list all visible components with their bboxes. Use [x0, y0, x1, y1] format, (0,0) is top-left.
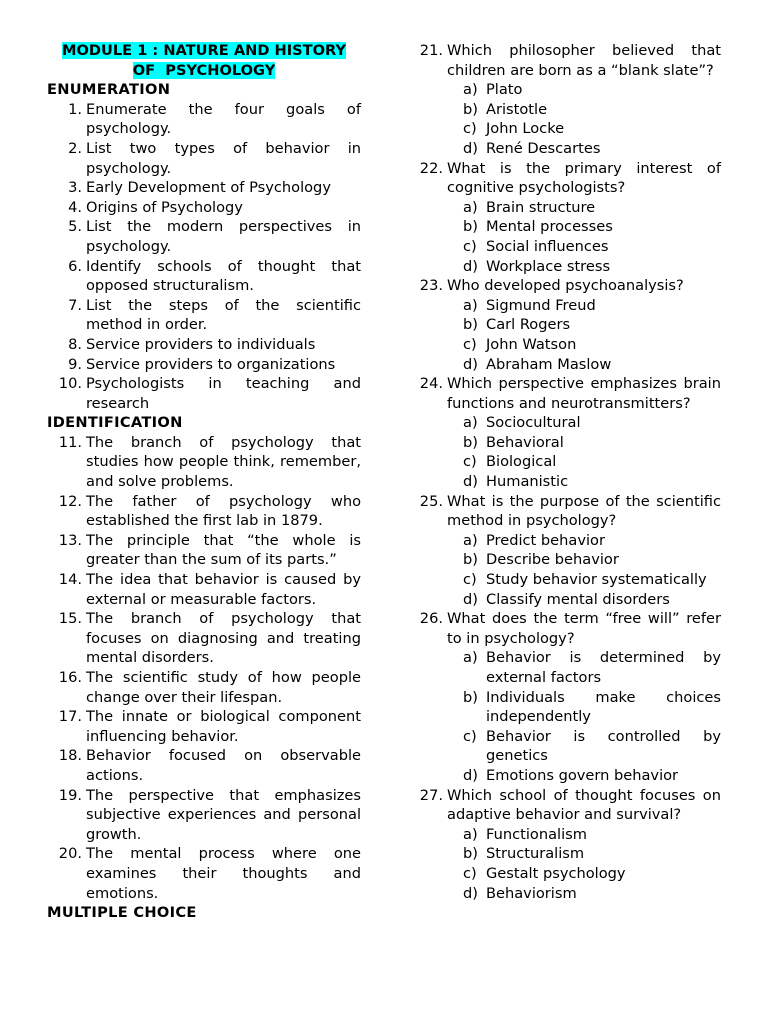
option-item: [463, 257, 721, 277]
question-row: [407, 609, 721, 648]
list-item: [47, 257, 361, 296]
item-number: 10.: [58, 375, 82, 393]
list-item: [47, 433, 361, 492]
question-row: [407, 41, 721, 80]
question-number: 23.: [419, 277, 443, 295]
item-text: The perspective that emphasizes subjective experiences and personal growth.: [86, 786, 361, 843]
item-text: The scientific study of how people change over their lifespan.: [86, 669, 361, 706]
option-item: [463, 413, 721, 433]
option-item: [463, 452, 721, 472]
option-letter: d): [463, 355, 478, 373]
option-text: Workplace stress: [486, 257, 611, 275]
item-number: 1.: [68, 100, 82, 118]
item-text: The father of psychology who established the first lab in 1879.: [86, 492, 361, 530]
option-letter: d): [463, 766, 478, 784]
question-number: 22.: [419, 159, 443, 177]
title-line-1: MODULE 1 : NATURE AND HISTORY: [61, 42, 347, 59]
option-text: Functionalism: [486, 825, 587, 843]
options-list: [407, 531, 721, 609]
option-item: [463, 315, 721, 335]
option-item: [463, 570, 721, 590]
options-list: [407, 80, 721, 158]
option-text: Behavioral: [486, 433, 564, 451]
option-item: [463, 237, 721, 257]
option-item: [463, 590, 721, 610]
option-text: Sigmund Freud: [486, 296, 596, 314]
option-text: Behavior is controlled by genetics: [486, 727, 721, 765]
option-letter: b): [463, 551, 478, 569]
list-item: [47, 570, 361, 609]
option-item: [463, 472, 721, 492]
option-letter: d): [463, 257, 478, 275]
option-text: Classify mental disorders: [486, 590, 670, 608]
item-number: 2.: [68, 139, 82, 157]
item-text: Service providers to individuals: [86, 335, 316, 353]
question-text: Which school of thought focuses on adaptive behavior and survival?: [447, 786, 721, 824]
item-number: 9.: [68, 355, 82, 373]
option-text: Study behavior systematically: [486, 571, 707, 589]
option-letter: a): [463, 531, 478, 549]
option-item: [463, 335, 721, 355]
option-letter: d): [463, 473, 478, 491]
list-item: [47, 668, 361, 707]
option-letter: b): [463, 218, 478, 236]
options-list: [407, 413, 721, 491]
identification-list: [47, 433, 361, 903]
multiple-choice-list: [407, 41, 721, 903]
options-list: [407, 648, 721, 785]
enumeration-list: [47, 100, 361, 414]
option-letter: c): [463, 120, 477, 138]
item-text: The idea that behavior is caused by external or measurable factors.: [86, 571, 361, 608]
option-letter: b): [463, 316, 478, 334]
question-row: [407, 159, 721, 198]
option-text: René Descartes: [486, 139, 601, 157]
option-item: [463, 433, 721, 453]
list-item: [47, 492, 361, 531]
options-list: [407, 825, 721, 903]
list-item: [47, 217, 361, 256]
question-item: [407, 609, 721, 785]
enumeration-heading: ENUMERATION: [47, 81, 171, 99]
item-text: Identify schools of thought that opposed structuralism.: [86, 257, 361, 295]
item-text: The innate or biological component influencing behavior.: [86, 708, 361, 745]
option-letter: d): [463, 590, 478, 608]
item-text: Service providers to organizations: [86, 355, 336, 373]
list-item: [47, 355, 361, 375]
option-item: [463, 688, 721, 727]
option-item: [463, 550, 721, 570]
options-list: [407, 296, 721, 374]
right-column: [407, 41, 721, 903]
option-letter: c): [463, 864, 477, 882]
option-letter: b): [463, 433, 478, 451]
question-item: [407, 374, 721, 492]
list-item: [47, 844, 361, 903]
item-number: 5.: [68, 218, 82, 236]
option-text: Predict behavior: [486, 531, 605, 549]
list-item: [47, 374, 361, 413]
item-number: 12.: [58, 492, 82, 510]
option-text: John Locke: [486, 120, 565, 138]
option-text: Structuralism: [486, 845, 585, 863]
item-text: The branch of psychology that focuses on diagnosing and treating mental disorders.: [86, 610, 361, 667]
option-item: [463, 80, 721, 100]
item-text: The branch of psychology that studies how people think, remember, and solve problems.: [86, 433, 361, 491]
option-letter: c): [463, 335, 477, 353]
option-text: Biological: [486, 453, 557, 471]
list-item: [47, 178, 361, 198]
item-text: List the modern perspectives in psychology.: [86, 218, 361, 255]
question-text: What is the primary interest of cognitive psychologists?: [447, 159, 721, 197]
option-text: Gestalt psychology: [486, 864, 626, 882]
option-item: [463, 139, 721, 159]
question-text: Which philosopher believed that children are born as a “blank slate”?: [447, 42, 721, 79]
item-number: 14.: [58, 571, 82, 589]
option-letter: d): [463, 884, 478, 902]
list-item: [47, 296, 361, 335]
option-text: Humanistic: [486, 473, 569, 491]
question-text: Who developed psychoanalysis?: [447, 277, 684, 295]
item-number: 17.: [58, 708, 82, 726]
item-text: The principle that “the whole is greater than the sum of its parts.”: [86, 531, 361, 569]
question-item: [407, 159, 721, 277]
option-item: [463, 766, 721, 786]
option-item: [463, 296, 721, 316]
option-letter: c): [463, 571, 477, 589]
question-number: 24.: [419, 375, 443, 393]
item-text: Psychologists in teaching and research: [86, 375, 361, 412]
option-item: [463, 648, 721, 687]
option-item: [463, 884, 721, 904]
list-item: [47, 531, 361, 570]
item-number: 11.: [58, 433, 82, 451]
option-item: [463, 531, 721, 551]
list-item: [47, 198, 361, 218]
option-letter: a): [463, 81, 478, 99]
module-title: [47, 41, 361, 80]
list-item: [47, 139, 361, 178]
option-item: [463, 198, 721, 218]
option-text: Abraham Maslow: [486, 355, 612, 373]
item-text: List two types of behavior in psychology.: [86, 139, 361, 177]
option-letter: c): [463, 237, 477, 255]
option-letter: a): [463, 649, 478, 667]
item-number: 20.: [58, 845, 82, 863]
item-text: Early Development of Psychology: [86, 179, 331, 197]
list-item: [47, 746, 361, 785]
item-text: Behavior focused on observable actions.: [86, 747, 361, 784]
item-number: 19.: [58, 786, 82, 804]
option-text: Behaviorism: [486, 884, 577, 902]
option-letter: b): [463, 100, 478, 118]
item-number: 16.: [58, 669, 82, 686]
question-item: [407, 41, 721, 159]
multiple-choice-heading: MULTIPLE CHOICE: [47, 904, 197, 922]
option-item: [463, 217, 721, 237]
option-letter: b): [463, 845, 478, 863]
item-number: 7.: [68, 296, 82, 314]
option-text: Carl Rogers: [486, 316, 571, 334]
option-item: [463, 825, 721, 845]
option-letter: c): [463, 727, 477, 745]
question-number: 25.: [419, 492, 443, 510]
item-text: Origins of Psychology: [86, 198, 243, 216]
question-row: [407, 276, 721, 296]
option-text: John Watson: [486, 335, 577, 353]
item-text: The mental process where one examines their thoughts and emotions.: [86, 845, 361, 902]
question-number: 21.: [419, 42, 443, 59]
option-letter: a): [463, 198, 478, 216]
question-row: [407, 492, 721, 531]
option-text: Brain structure: [486, 198, 596, 216]
list-item: [47, 707, 361, 746]
option-text: Emotions govern behavior: [486, 766, 679, 784]
option-text: Aristotle: [486, 100, 548, 118]
item-number: 4.: [68, 198, 82, 216]
item-number: 13.: [58, 531, 82, 549]
left-column: [47, 41, 361, 923]
option-item: [463, 727, 721, 766]
item-number: 15.: [58, 610, 82, 628]
item-text: Enumerate the four goals of psychology.: [86, 100, 361, 138]
option-letter: b): [463, 688, 478, 706]
option-letter: c): [463, 453, 477, 471]
option-item: [463, 844, 721, 864]
option-letter: a): [463, 414, 478, 432]
question-text: Which perspective emphasizes brain functions and neurotransmitters?: [447, 375, 721, 412]
option-item: [463, 355, 721, 375]
question-row: [407, 786, 721, 825]
option-text: Individuals make choices independently: [486, 688, 721, 726]
question-row: [407, 374, 721, 413]
item-text: List the steps of the scientific method in order.: [86, 296, 361, 334]
item-number: 18.: [58, 747, 82, 765]
question-item: [407, 492, 721, 610]
question-text: What does the term “free will” refer to in psychology?: [447, 610, 721, 647]
list-item: [47, 786, 361, 845]
option-text: Describe behavior: [486, 551, 619, 569]
list-item: [47, 100, 361, 139]
option-letter: a): [463, 296, 478, 314]
list-item: [47, 335, 361, 355]
option-letter: a): [463, 825, 478, 843]
option-letter: d): [463, 139, 478, 157]
question-number: 26.: [419, 610, 443, 628]
identification-heading: IDENTIFICATION: [47, 414, 183, 432]
list-item: [47, 609, 361, 668]
option-text: Social influences: [486, 237, 609, 255]
item-number: 6.: [68, 257, 82, 275]
title-line-2: OF PSYCHOLOGY: [132, 61, 276, 79]
option-text: Plato: [486, 81, 523, 99]
option-text: Mental processes: [486, 218, 613, 236]
option-item: [463, 864, 721, 884]
option-item: [463, 119, 721, 139]
option-item: [463, 100, 721, 120]
option-text: Sociocultural: [486, 414, 581, 432]
item-number: 3.: [68, 179, 82, 197]
question-item: [407, 786, 721, 904]
options-list: [407, 198, 721, 276]
item-number: 8.: [68, 335, 82, 353]
question-item: [407, 276, 721, 374]
option-text: Behavior is determined by external factors: [486, 649, 721, 686]
question-number: 27.: [419, 786, 443, 804]
question-text: What is the purpose of the scientific method in psychology?: [447, 492, 721, 530]
